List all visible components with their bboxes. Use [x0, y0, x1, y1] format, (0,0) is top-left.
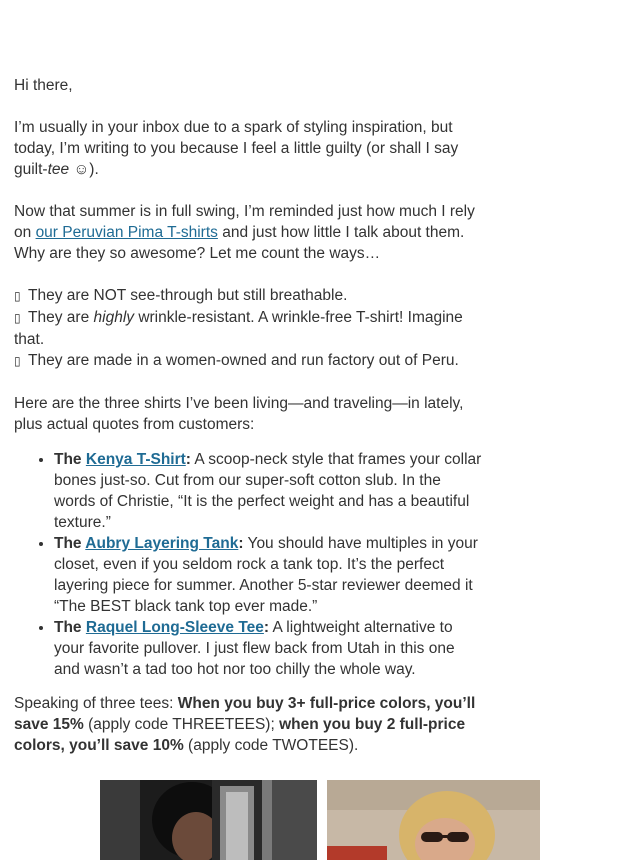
model-photo-right-art — [327, 780, 540, 860]
benefit-item — [14, 350, 484, 372]
shirt-colon: : — [185, 451, 191, 468]
greeting: Hi there, — [14, 77, 73, 94]
shirt-prefix: The — [54, 451, 86, 468]
benefit-text: They are NOT see-through but still breathable. — [28, 287, 348, 304]
offer-discount-10: when you buy 2 full-price colors, you’ll save 10% — [14, 716, 466, 754]
offer-discount-15: When you buy 3+ full-price colors, you’ll save 15% — [14, 695, 476, 733]
shirt-description: A lightweight alternative to your favorite pullover. I just flew back from Utah in this one and wasn’t a tad too hot nor too chilly the whole way. — [54, 619, 455, 678]
checkbox-glyph-icon: ▯ — [14, 289, 21, 303]
summer-paragraph — [14, 201, 484, 264]
shirt-prefix: The — [54, 535, 86, 552]
shirt-description: You should have multiples in your closet, even if you seldom rock a tank top. It’s the perfect layering piece for summer. Another 5-star reviewer deemed it “The BEST black tank top ever made.” — [54, 535, 478, 615]
benefit-text-end: wrinkle-resistant. A wrinkle-free T-shirt! Imagine that. — [14, 309, 463, 348]
benefits-list — [14, 285, 484, 372]
kenya-tshirt-link[interactable]: Kenya T-Shirt — [85, 451, 186, 468]
shirt-colon: : — [238, 535, 244, 552]
benefit-item — [14, 285, 484, 307]
benefit-text: They are — [28, 309, 94, 326]
aubry-tank-link[interactable]: Aubry Layering Tank — [85, 535, 239, 552]
pima-tshirts-link[interactable]: our Peruvian Pima T-shirts — [35, 224, 218, 241]
intro-italic: tee — [47, 161, 70, 178]
shirts-intro: Here are the three shirts I’ve been living—and traveling—in lately, plus actual quotes from customers: — [14, 395, 464, 433]
offer-code-1: (apply code THREETEES); — [83, 716, 280, 733]
intro-text: I’m usually in your inbox due to a spark of styling inspiration, but today, I’m writing to you because I feel a little guilty (or shall I say guilt- — [14, 119, 459, 178]
benefit-text: They are made in a women-owned and run factory out of Peru. — [28, 352, 459, 369]
intro-paragraph — [14, 117, 484, 180]
email-body — [14, 75, 484, 777]
model-photo-left-art — [100, 780, 317, 860]
model-photo-left[interactable] — [100, 780, 317, 860]
checkbox-glyph-icon: ▯ — [14, 354, 21, 368]
shirt-item-raquel — [54, 617, 484, 680]
smiling-face-icon: ☺). — [69, 161, 99, 178]
benefit-italic: highly — [93, 309, 135, 326]
checkbox-glyph-icon: ▯ — [14, 311, 21, 325]
model-photo-right[interactable] — [327, 780, 540, 860]
shirt-description: A scoop-neck style that frames your collar bones just-so. Cut from our super-soft cotton slub. In the words of Christie, “It is the perfect weight and has a beautiful texture.” — [54, 451, 482, 531]
shirt-colon: : — [263, 619, 270, 636]
offer-code-2: (apply code TWOTEES). — [183, 737, 359, 754]
offer-lead: Speaking of three tees: — [14, 695, 178, 712]
shirt-prefix: The — [54, 619, 86, 636]
shirts-list — [14, 449, 484, 680]
offer-paragraph — [14, 693, 484, 756]
shirt-item-kenya — [54, 449, 484, 533]
shirt-item-aubry — [54, 533, 484, 617]
product-photos — [100, 780, 540, 860]
benefit-item — [14, 307, 484, 350]
summer-text-end: and just how little I talk about them. Why are they so awesome? Let me count the ways… — [14, 224, 465, 262]
summer-text: Now that summer is in full swing, I’m reminded just how much I rely on — [14, 203, 475, 241]
raquel-tee-link[interactable]: Raquel Long-Sleeve Tee — [85, 619, 264, 636]
